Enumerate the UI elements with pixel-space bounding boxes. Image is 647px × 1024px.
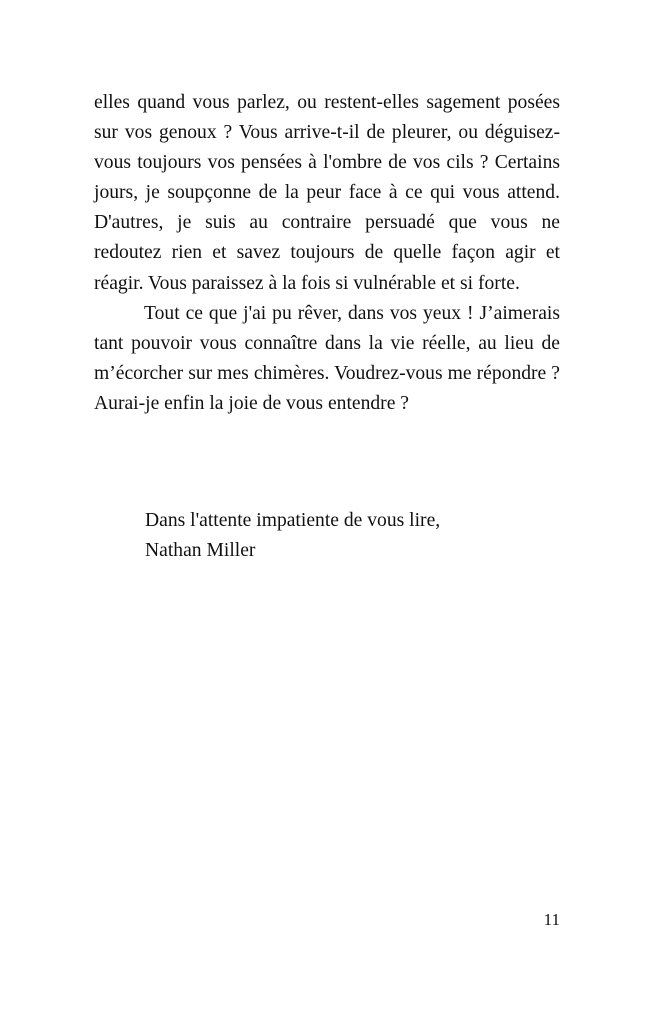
paragraph: elles quand vous parlez, ou restent-elles sagement posées sur vos genoux ? Vous arrive-t-il de pleurer, ou déguisez-vous toujours vos pensées à l'ombre de vos cils ? Certains jours, je soupçonne de la peur face à ce qui vous attend. D'autres, je suis au contraire persuadé que vous ne redoutez rien et savez toujours de quelle façon agir et réagir. Vous paraissez à la fois si vulnérable et si forte. — [94, 92, 560, 294]
paragraph: Tout ce que j'ai pu rêver, dans vos yeux ! J’aimerais tant pouvoir vous connaître dans la vie réelle, au lieu de m’écorcher sur mes chimères. Voudrez-vous me répondre ? Aurai-je enfin la joie de vous entendre ? — [94, 302, 560, 414]
body-text — [94, 88, 560, 419]
page-number: 11 — [543, 910, 560, 929]
letter-closing — [145, 506, 440, 566]
signature: Nathan Miller — [145, 540, 256, 561]
closing-line: Dans l'attente impatiente de vous lire, — [145, 510, 441, 531]
